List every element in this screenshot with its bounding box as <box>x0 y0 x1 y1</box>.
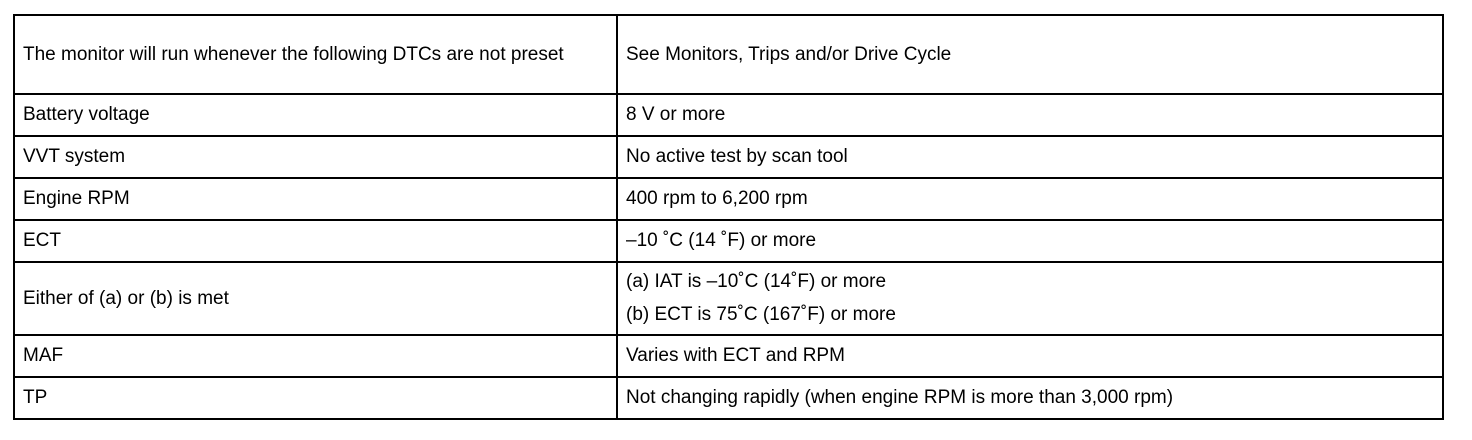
condition-b-line: (b) ECT is 75˚C (167˚F) or more <box>626 304 896 325</box>
row-value-cell: 8 V or more <box>617 94 1443 136</box>
row-item-cell: ECT <box>14 220 617 262</box>
row-item-cell: Battery voltage <box>14 94 617 136</box>
row-item-cell: TP <box>14 377 617 419</box>
table-row <box>14 335 1443 377</box>
table-header-row <box>14 15 1443 94</box>
table-row <box>14 94 1443 136</box>
row-value-cell: Not changing rapidly (when engine RPM is more than 3,000 rpm) <box>617 377 1443 419</box>
row-item-cell: Engine RPM <box>14 178 617 220</box>
row-item-cell: MAF <box>14 335 617 377</box>
row-item-cell: VVT system <box>14 136 617 178</box>
table-row <box>14 178 1443 220</box>
table-row <box>14 220 1443 262</box>
condition-a-line: (a) IAT is –10˚C (14˚F) or more <box>626 271 887 292</box>
table-row <box>14 377 1443 419</box>
row-item-cell: Either of (a) or (b) is met <box>14 262 617 335</box>
row-value-cell: –10 ˚C (14 ˚F) or more <box>617 220 1443 262</box>
conditions-table <box>13 14 1444 420</box>
row-value-cell: Varies with ECT and RPM <box>617 335 1443 377</box>
row-value-cell: 400 rpm to 6,200 rpm <box>617 178 1443 220</box>
row-value-cell <box>617 262 1443 335</box>
table-row <box>14 262 1443 335</box>
table-row <box>14 136 1443 178</box>
header-right-cell: See Monitors, Trips and/or Drive Cycle <box>617 15 1443 94</box>
row-value-cell: No active test by scan tool <box>617 136 1443 178</box>
header-left-cell: The monitor will run whenever the following DTCs are not preset <box>14 15 617 94</box>
